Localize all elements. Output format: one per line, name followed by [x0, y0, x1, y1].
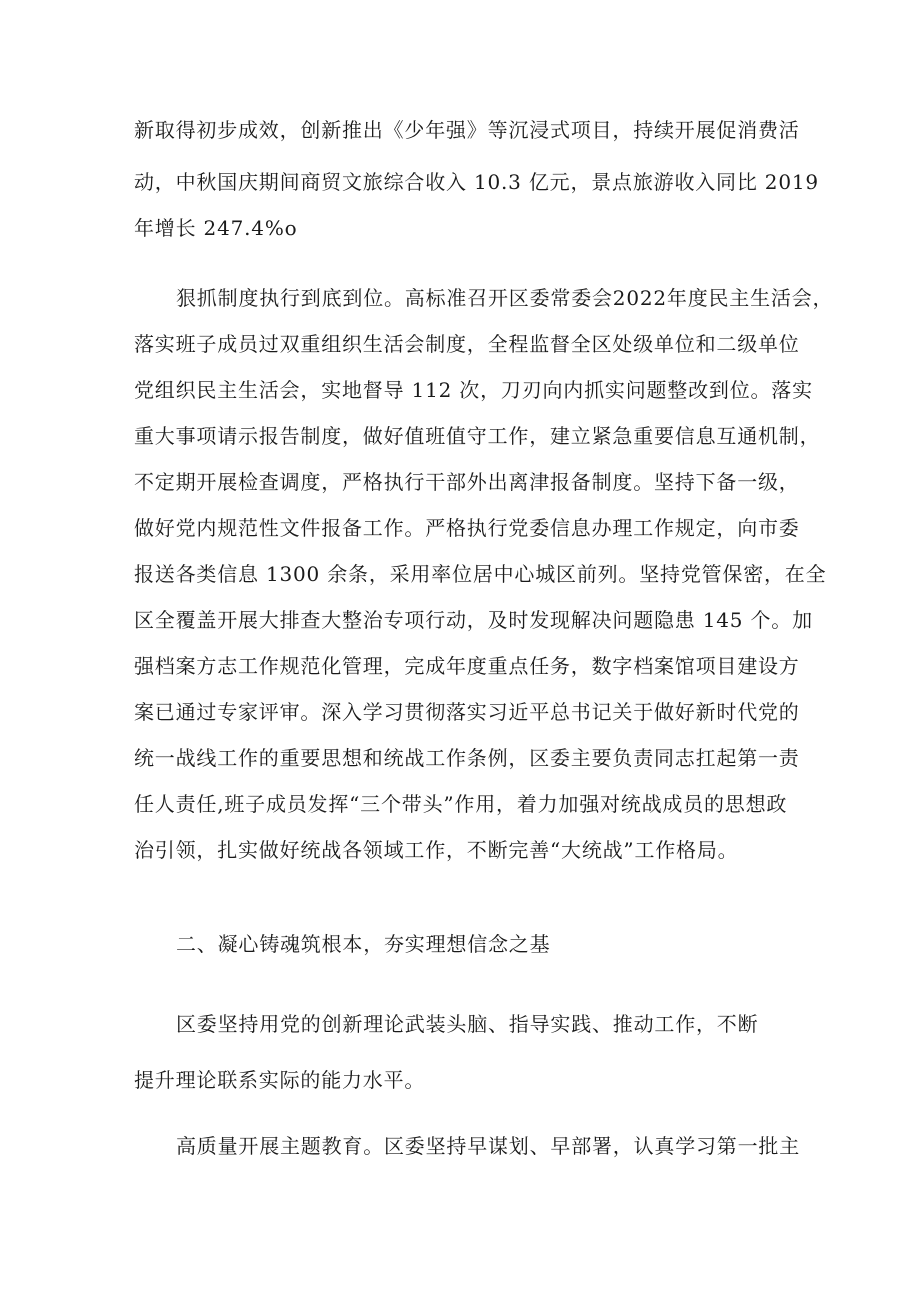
text-line: 区委坚持用党的创新理论武装头脑、指导实践、推动工作，不断 — [176, 1012, 759, 1036]
heading-line: 二、凝心铸魂筑根本，夯实理想信念之基 — [176, 932, 551, 956]
text-line: 党组织民主生活会，实地督导 112 次，刀刃向内抓实问题整改到位。落实 — [134, 378, 813, 402]
text-line: 统一战线工作的重要思想和统战工作条例，区委主要负责同志扛起第一责 — [134, 746, 800, 770]
text-line: 强档案方志工作规范化管理，完成年度重点任务，数字档案馆项目建设方 — [134, 654, 800, 678]
text-line: 任人责任,班子成员发挥“三个带头”作用，着力加强对统战成员的思想政 — [134, 792, 788, 816]
text-line: 狠抓制度执行到底到位。高标准召开区委常委会2022年度民主生活会， — [176, 286, 834, 310]
text-line: 报送各类信息 1300 余条，采用率位居中心城区前列。坚持党管保密，在全 — [134, 562, 827, 586]
text-line: 区全覆盖开展大排查大整治专项行动，及时发现解决问题隐患 145 个。加 — [134, 608, 813, 632]
text-line: 动，中秋国庆期间商贸文旅综合收入 10.3 亿元，景点旅游收入同比 2019 — [134, 170, 819, 194]
text-line: 提升理论联系实际的能力水平。 — [134, 1068, 426, 1092]
text-line: 年增长 247.4%o — [134, 216, 298, 240]
text-line: 治引领，扎实做好统战各领域工作，不断完善“大统战”工作格局。 — [134, 838, 739, 862]
text-line: 案已通过专家评审。深入学习贯彻落实习近平总书记关于做好新时代党的 — [134, 700, 800, 724]
text-line: 落实班子成员过双重组织生活会制度，全程监督全区处级单位和二级单位 — [134, 332, 800, 356]
text-line: 重大事项请示报告制度，做好值班值守工作，建立紧急重要信息互通机制， — [134, 424, 821, 448]
text-line: 不定期开展检查调度，严格执行干部外出离津报备制度。坚持下备一级， — [134, 470, 800, 494]
text-line: 做好党内规范性文件报备工作。严格执行党委信息办理工作规定，向市委 — [134, 516, 800, 540]
text-line: 高质量开展主题教育。区委坚持早谋划、早部署，认真学习第一批主 — [176, 1134, 800, 1158]
text-line: 新取得初步成效，创新推出《少年强》等沉浸式项目，持续开展促消费活 — [134, 118, 800, 142]
